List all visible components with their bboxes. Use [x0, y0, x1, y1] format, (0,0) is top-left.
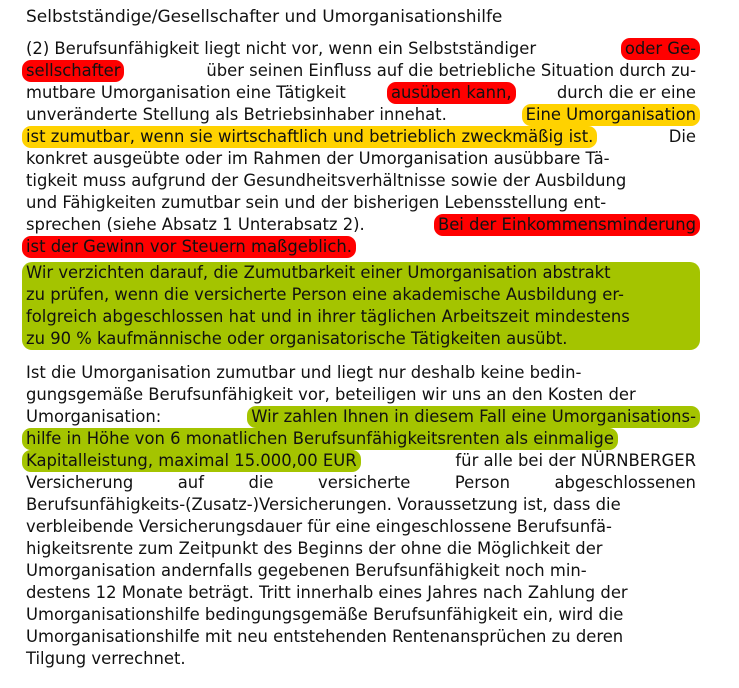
text-line [26, 362, 696, 384]
text-segment: Umorganisationshilfe mit neu entstehenden Rentenansprüchen zu deren [26, 627, 624, 646]
text-segment: Ist die Umorganisation zumutbar und liegt nur deshalb keine bedin- [26, 363, 582, 382]
text-line [26, 582, 696, 604]
text-segment: die [248, 473, 274, 492]
text-line [26, 538, 696, 560]
text-line [26, 170, 696, 192]
text-segment: und Fähigkeiten zumutbar sein und der bisherigen Lebensstellung ent- [26, 193, 607, 212]
text-line [26, 560, 696, 582]
text-line [26, 148, 696, 170]
text-line [26, 648, 696, 670]
text-segment: higkeitsrente zum Zeitpunkt des Beginns der ohne die Möglichkeit der [26, 539, 603, 558]
text-line [26, 38, 696, 60]
text-segment: folgreich abgeschlossen hat und in ihrer täglichen Arbeitszeit mindestens [26, 307, 630, 326]
text-line [26, 604, 696, 626]
section-heading: Selbstständige/Gesellschafter und Umorganisationshilfe [26, 7, 503, 27]
text-line [26, 406, 696, 428]
text-line [26, 494, 696, 516]
text-line [26, 126, 696, 148]
text-line [26, 104, 696, 126]
text-segment: versicherte [318, 473, 411, 492]
text-line [26, 284, 696, 306]
paragraph-2 [26, 38, 696, 258]
highlighted-text-red: ist der Gewinn vor Steuern maßgeblich. [22, 236, 356, 258]
text-line [26, 472, 696, 494]
highlighted-text-red: oder Ge- [621, 38, 700, 60]
text-segment: Versicherung [26, 473, 134, 492]
text-line [26, 192, 696, 214]
text-segment: Person [454, 473, 510, 492]
highlighted-text-grn: hilfe in Höhe von 6 monatlichen Berufsunfähigkeitsrenten als einmalige [22, 428, 618, 450]
text-segment: über seinen Einfluss auf die betriebliche Situation durch zu- [206, 61, 696, 80]
text-line [26, 328, 696, 350]
text-line [26, 384, 696, 406]
text-line [26, 450, 696, 472]
paragraph-3-highlighted [22, 262, 700, 350]
highlighted-text-grn: Wir zahlen Ihnen in diesem Fall eine Umorganisations- [247, 406, 700, 428]
text-segment: (2) Berufsunfähigkeit liegt nicht vor, wenn ein Selbstständiger [26, 39, 537, 58]
highlighted-text-grn: Kapitalleistung, maximal 15.000,00 EUR [22, 450, 361, 472]
text-segment: tigkeit muss aufgrund der Gesundheitsverhältnisse sowie der Ausbildung [26, 171, 627, 190]
text-segment: zu prüfen, wenn die versicherte Person eine akademische Ausbildung er- [26, 285, 624, 304]
text-line [26, 516, 696, 538]
text-segment: Tilgung verrechnet. [26, 649, 186, 668]
highlighted-text-red: Bei der Einkommensminderung [434, 214, 700, 236]
text-segment: Umorganisation andernfalls gegebenen Berufsunfähigkeit noch min- [26, 561, 587, 580]
text-segment: Berufsunfähigkeits-(Zusatz-)Versicherungen. Voraussetzung ist, dass die [26, 495, 621, 514]
text-segment: durch die er eine [556, 83, 696, 102]
text-segment: mutbare Umorganisation eine Tätigkeit [26, 83, 346, 102]
text-segment: destens 12 Monate beträgt. Tritt innerhalb eines Jahres nach Zahlung der [26, 583, 628, 602]
text-segment: gungsgemäße Berufsunfähigkeit vor, beteiligen wir uns an den Kosten der [26, 385, 636, 404]
text-segment: unveränderte Stellung als Betriebsinhaber innehat. [26, 105, 447, 124]
text-line [26, 428, 696, 450]
highlighted-text-yel: Eine Umorganisation [522, 104, 700, 126]
highlighted-text-yel: ist zumutbar, wenn sie wirtschaftlich und betrieblich zweckmäßig ist. [22, 126, 597, 148]
text-line [26, 60, 696, 82]
text-segment: abgeschlossenen [554, 473, 696, 492]
text-segment: zu 90 % kaufmännische oder organisatorische Tätigkeiten ausübt. [26, 329, 568, 348]
highlighted-text-red: ausüben kann, [387, 82, 516, 104]
text-segment: Umorganisation: [26, 407, 162, 426]
text-line [26, 82, 696, 104]
text-segment: Die [668, 127, 696, 146]
text-segment: Wir verzichten darauf, die Zumutbarkeit einer Umorganisation abstrakt [26, 263, 611, 282]
text-segment: auf [177, 473, 204, 492]
text-segment: verbleibende Versicherungsdauer für eine eingeschlossene Berufsunfä- [26, 517, 612, 536]
highlighted-text-red: sellschafter [22, 60, 124, 82]
paragraph-4 [26, 362, 696, 670]
text-segment: sprechen (siehe Absatz 1 Unterabsatz 2). [26, 215, 365, 234]
text-segment: für alle bei der NÜRNBERGER [455, 451, 696, 470]
text-line [26, 214, 696, 236]
text-line [26, 236, 696, 258]
text-line [26, 306, 696, 328]
text-segment: Umorganisationshilfe bedingungsgemäße Berufsunfähigkeit ein, wird die [26, 605, 624, 624]
text-line [26, 262, 696, 284]
text-segment: konkret ausgeübte oder im Rahmen der Umorganisation ausübbare Tä- [26, 149, 610, 168]
text-line [26, 626, 696, 648]
